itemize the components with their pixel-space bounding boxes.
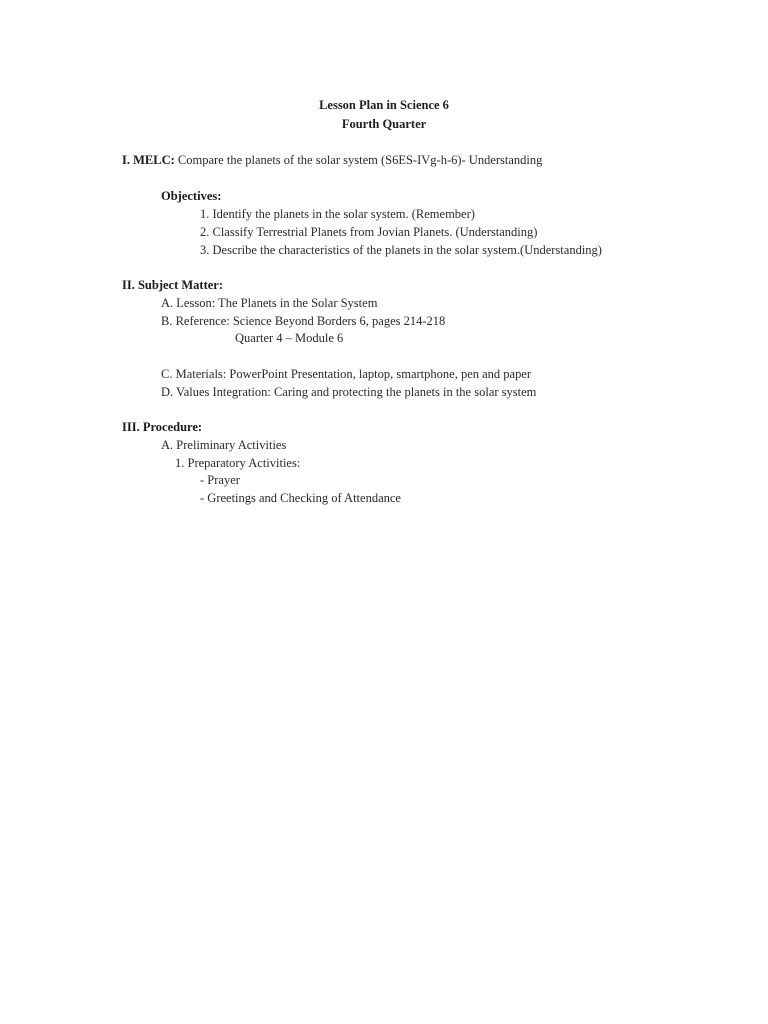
procedure-heading: III. Procedure: (122, 420, 203, 434)
melc-text: Compare the planets of the solar system (S6ES-IVg-h-6)- Understanding (177, 153, 543, 167)
melc-line (122, 153, 542, 168)
objective-item: 2. Classify Terrestrial Planets from Jovian Planets. (Understanding) (200, 225, 538, 239)
subject-matter-lesson: A. Lesson: The Planets in the Solar System (161, 296, 378, 310)
document-title: Lesson Plan in Science 6 (319, 98, 449, 112)
document-subtitle: Fourth Quarter (341, 117, 427, 131)
procedure-item: - Prayer (200, 473, 240, 487)
melc-label: I. MELC: (122, 153, 175, 167)
procedure-item: - Greetings and Checking of Attendance (200, 491, 401, 505)
procedure-preliminary: A. Preliminary Activities (161, 438, 287, 452)
objective-item: 1. Identify the planets in the solar system. (Remember) (200, 207, 475, 221)
objective-item: 3. Describe the characteristics of the planets in the solar system.(Understanding) (200, 243, 602, 257)
subject-matter-materials: C. Materials: PowerPoint Presentation, laptop, smartphone, pen and paper (161, 367, 532, 381)
procedure-preparatory: 1. Preparatory Activities: (175, 456, 301, 470)
subject-matter-heading: II. Subject Matter: (122, 278, 224, 292)
subject-matter-values: D. Values Integration: Caring and protecting the planets in the solar system (161, 385, 537, 399)
subject-matter-reference-cont: Quarter 4 – Module 6 (235, 331, 344, 345)
objectives-heading: Objectives: (161, 189, 222, 203)
subject-matter-reference: B. Reference: Science Beyond Borders 6, pages 214-218 (161, 314, 446, 328)
